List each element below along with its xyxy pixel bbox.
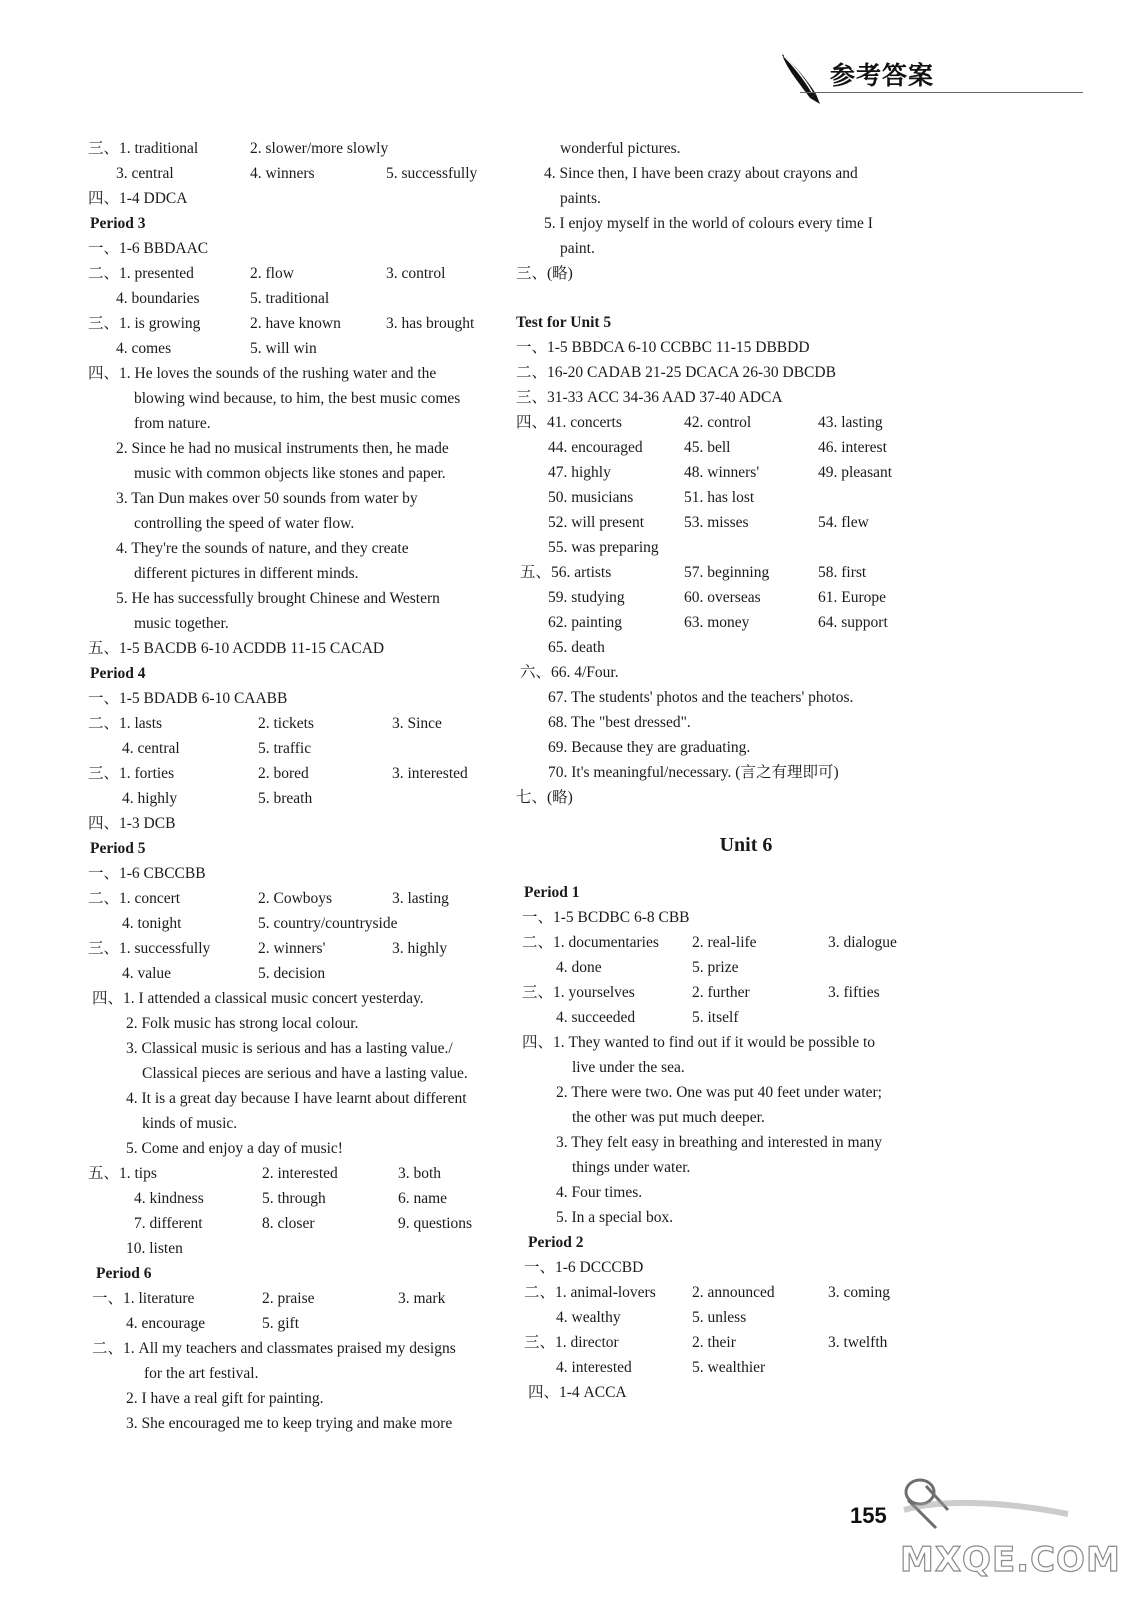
answer-line — [520, 660, 966, 685]
answer-text: 五、1. tips — [88, 1165, 157, 1182]
answer-text: Period 5 — [90, 840, 146, 857]
answer-line — [88, 1236, 528, 1261]
answer-line — [88, 136, 528, 161]
answer-text: 二、1. presented — [88, 265, 194, 282]
answer-line — [526, 1380, 966, 1405]
answer-text: 3. central — [116, 165, 174, 182]
answer-text: 63. money — [684, 614, 750, 631]
answer-line — [88, 1086, 528, 1111]
answer-line — [88, 161, 528, 186]
answer-line — [88, 561, 528, 586]
answer-text: 4. comes — [116, 340, 172, 357]
answer-line — [526, 161, 966, 186]
answer-line — [526, 760, 966, 785]
answer-line — [526, 510, 966, 535]
answer-text: 3. They felt easy in breathing and interested in many — [556, 1134, 882, 1151]
answer-text: 2. I have a real gift for painting. — [126, 1390, 324, 1407]
answer-text: Period 2 — [528, 1234, 584, 1251]
answer-line — [516, 261, 966, 286]
answer-line — [88, 711, 528, 736]
answer-text: 5. He has successfully brought Chinese and Western — [116, 590, 440, 607]
answer-line — [88, 586, 528, 611]
answer-text: 3. Tan Dun makes over 50 sounds from water by — [116, 490, 418, 507]
answer-line — [526, 460, 966, 485]
answer-line — [88, 286, 528, 311]
answer-text: 8. closer — [262, 1215, 315, 1232]
answer-text: 七、(略) — [516, 789, 573, 806]
answer-line — [516, 410, 966, 435]
answer-text: 一、1-5 BBDCA 6-10 CCBBC 11-15 DBBDD — [516, 339, 810, 356]
answer-text: 2. There were two. One was put 40 feet under water; — [556, 1084, 882, 1101]
answer-text: 5. itself — [692, 1009, 739, 1026]
answer-text: 5. unless — [692, 1309, 747, 1326]
answer-text: 一、1-6 BBDAAC — [88, 240, 209, 257]
answer-text: 5. traffic — [258, 740, 312, 757]
answer-text: music with common objects like stones and paper. — [134, 465, 446, 482]
answer-line — [516, 785, 966, 810]
answer-text: 69. Because they are graduating. — [548, 739, 751, 756]
period-heading — [88, 1261, 528, 1286]
answer-text: 2. Since he had no musical instruments then, he made — [116, 440, 449, 457]
answer-text: 59. studying — [548, 589, 625, 606]
answer-line — [522, 1030, 966, 1055]
answer-text: 5. prize — [692, 959, 739, 976]
page-number: 155 — [850, 1503, 887, 1528]
answer-text: 48. winners' — [684, 464, 760, 481]
answer-text: 4. central — [122, 740, 180, 757]
answer-text: 三、1. traditional — [88, 140, 199, 157]
answer-text: 三、1. director — [524, 1334, 619, 1351]
answer-text: 6. name — [398, 1190, 448, 1207]
answer-text: 一、1-6 CBCCBB — [88, 865, 206, 882]
answer-text: 5. In a special box. — [556, 1209, 674, 1226]
answer-text: Period 1 — [524, 884, 580, 901]
answer-text: 58. first — [818, 564, 867, 581]
answer-line — [526, 1255, 966, 1280]
answer-line — [88, 186, 528, 211]
answer-text: 4. kindness — [134, 1190, 204, 1207]
answer-text: Unit 6 — [719, 834, 773, 856]
answer-text: 三、1. forties — [88, 765, 175, 782]
answer-text: 一、1-6 DCCCBD — [524, 1259, 644, 1276]
answer-text: 45. bell — [684, 439, 731, 456]
answer-line — [516, 335, 966, 360]
answer-line — [88, 1161, 528, 1186]
answer-text: 二、1. concert — [88, 890, 181, 907]
answer-line — [88, 511, 528, 536]
period-heading — [526, 880, 966, 905]
answer-text: 42. control — [684, 414, 752, 431]
answer-text: Period 4 — [90, 665, 146, 682]
answer-line — [88, 936, 528, 961]
answer-text: 四、1. He loves the sounds of the rushing water and the — [88, 365, 437, 382]
answer-line — [88, 636, 528, 661]
answer-text: the other was put much deeper. — [572, 1109, 765, 1126]
answer-line — [526, 610, 966, 635]
answer-line — [88, 686, 528, 711]
answer-line — [88, 361, 528, 386]
answer-text: 一、1-5 BCDBC 6-8 CBB — [522, 909, 690, 926]
answer-line — [516, 385, 966, 410]
answer-line — [88, 611, 528, 636]
answer-text: 3. twelfth — [828, 1334, 888, 1351]
answer-text: 4. value — [122, 965, 172, 982]
answer-text: 67. The students' photos and the teachers' photos. — [548, 689, 854, 706]
answer-line — [526, 1305, 966, 1330]
answer-text: for the art festival. — [144, 1365, 259, 1382]
answer-line — [526, 236, 966, 261]
answer-line — [526, 1155, 966, 1180]
answer-text: 三、(略) — [516, 265, 573, 282]
answer-text: 二、1. All my teachers and classmates praised my designs — [92, 1340, 456, 1357]
answer-text: 一、1. literature — [92, 1290, 195, 1307]
answer-text: controlling the speed of water flow. — [134, 515, 355, 532]
answer-line — [88, 1336, 528, 1361]
answer-text: 二、1. animal-lovers — [524, 1284, 656, 1301]
answer-text: 2. interested — [262, 1165, 338, 1182]
answer-text: 5. will win — [250, 340, 317, 357]
answer-text: 二、1. documentaries — [522, 934, 659, 951]
answer-text: 60. overseas — [684, 589, 761, 606]
answer-text: 3. both — [398, 1165, 442, 1182]
answer-line — [526, 1180, 966, 1205]
answer-text: 7. different — [134, 1215, 203, 1232]
answer-line — [522, 905, 966, 930]
answer-text: 4. boundaries — [116, 290, 200, 307]
answer-line — [526, 1080, 966, 1105]
answer-line — [88, 1011, 528, 1036]
answer-text: 4. interested — [556, 1359, 632, 1376]
answer-line — [88, 986, 528, 1011]
answer-line — [88, 911, 528, 936]
left-column — [88, 136, 528, 1436]
answer-text: 二、16-20 CADAB 21-25 DCACA 26-30 DBCDB — [516, 364, 836, 381]
answer-line — [88, 461, 528, 486]
answer-text: 3. lasting — [392, 890, 449, 907]
answer-line — [526, 136, 966, 161]
answer-line — [88, 786, 528, 811]
answer-text: 65. death — [548, 639, 605, 656]
answer-text: 2. announced — [692, 1284, 775, 1301]
answer-text: 5. Come and enjoy a day of music! — [126, 1140, 343, 1157]
answer-text: 4. succeeded — [556, 1009, 636, 1026]
answer-text: 四、1. They wanted to find out if it would be possible to — [522, 1034, 876, 1051]
answer-text: Period 6 — [96, 1265, 152, 1282]
unit-heading — [526, 810, 966, 880]
answer-text: 2. slower/more slowly — [250, 140, 389, 157]
answer-text: 50. musicians — [548, 489, 634, 506]
answer-line — [88, 411, 528, 436]
answer-line — [88, 536, 528, 561]
answer-line — [88, 1186, 528, 1211]
answer-text: 3. interested — [392, 765, 468, 782]
answer-text: 4. wealthy — [556, 1309, 621, 1326]
answer-line — [88, 311, 528, 336]
answer-text: 五、1-5 BACDB 6-10 ACDDB 11-15 CACAD — [88, 640, 385, 657]
answer-text: from nature. — [134, 415, 211, 432]
answer-line — [88, 1136, 528, 1161]
answer-text: 3. dialogue — [828, 934, 897, 951]
answer-text: 三、1. is growing — [88, 315, 201, 332]
answer-line — [88, 261, 528, 286]
answer-text: 3. Since — [392, 715, 442, 732]
answer-text: 5. I enjoy myself in the world of colours every time I — [544, 215, 873, 232]
answer-text: 2. flow — [250, 265, 294, 282]
answer-text: 2. Cowboys — [258, 890, 333, 907]
answer-text: 2. Folk music has strong local colour. — [126, 1015, 359, 1032]
answer-text: 四、1-4 ACCA — [528, 1384, 627, 1401]
answer-text: 10. listen — [126, 1240, 183, 1257]
answer-line — [88, 1311, 528, 1336]
answer-text: 三、31-33 ACC 34-36 AAD 37-40 ADCA — [516, 389, 783, 406]
answer-line — [522, 930, 966, 955]
answer-line — [516, 360, 966, 385]
answer-text: 3. mark — [398, 1290, 446, 1307]
answer-text: 3. highly — [392, 940, 448, 957]
answer-text: 4. It is a great day because I have learnt about different — [126, 1090, 467, 1107]
answer-text: Test for Unit 5 — [516, 314, 612, 331]
watermark-text: MXQE.COM — [900, 1540, 1121, 1580]
answer-text: 4. Four times. — [556, 1184, 643, 1201]
answer-text: 70. It's meaningful/necessary. (言之有理即可) — [548, 764, 839, 781]
answer-line — [88, 1036, 528, 1061]
answer-line — [526, 1355, 966, 1380]
answer-text: 3. has brought — [386, 315, 475, 332]
answer-line — [88, 961, 528, 986]
answer-text: 4. highly — [122, 790, 178, 807]
answer-line — [526, 1005, 966, 1030]
answer-line — [88, 886, 528, 911]
answer-text: 2. winners' — [258, 940, 326, 957]
answer-text: 54. flew — [818, 514, 869, 531]
answer-text: 4. They're the sounds of nature, and they create — [116, 540, 409, 557]
answer-line — [526, 186, 966, 211]
answer-text: Period 3 — [90, 215, 146, 232]
answer-text: 3. fifties — [828, 984, 880, 1001]
answer-text: 5. country/countryside — [258, 915, 398, 932]
answer-text: 三、1. successfully — [88, 940, 211, 957]
answer-line — [526, 1330, 966, 1355]
header-title: 参考答案 — [830, 61, 935, 90]
answer-text: 47. highly — [548, 464, 611, 481]
answer-text: 51. has lost — [684, 489, 755, 506]
answer-line — [88, 486, 528, 511]
answer-text: 46. interest — [818, 439, 887, 456]
answer-text: 52. will present — [548, 514, 644, 531]
answer-line — [88, 736, 528, 761]
answer-line — [526, 435, 966, 460]
answer-text: 4. encourage — [126, 1315, 206, 1332]
answer-text: 3. Classical music is serious and has a lasting value./ — [126, 1040, 453, 1057]
answer-text: 2. have known — [250, 315, 341, 332]
answer-line — [88, 1361, 528, 1386]
answer-text: 3. control — [386, 265, 446, 282]
period-heading — [88, 211, 528, 236]
answer-text: 5. traditional — [250, 290, 330, 307]
answer-text: 57. beginning — [684, 564, 770, 581]
answer-text: 二、1. lasts — [88, 715, 163, 732]
answer-line — [88, 861, 528, 886]
answer-text: 4. winners — [250, 165, 315, 182]
answer-text: 四、41. concerts — [516, 414, 622, 431]
answer-text: 四、1. I attended a classical music concert yesterday. — [92, 990, 424, 1007]
answer-text: wonderful pictures. — [560, 140, 681, 157]
answer-text: things under water. — [572, 1159, 691, 1176]
answer-text: 四、1-4 DDCA — [88, 190, 188, 207]
answer-line — [526, 585, 966, 610]
answer-text: 三、1. yourselves — [522, 984, 635, 1001]
answer-line — [526, 1055, 966, 1080]
answer-line — [88, 236, 528, 261]
right-column — [516, 136, 966, 1405]
answer-text: 2. their — [692, 1334, 736, 1351]
answer-text: kinds of music. — [142, 1115, 238, 1132]
answer-text: 5. through — [262, 1190, 326, 1207]
answer-text: 3. She encouraged me to keep trying and make more — [126, 1415, 453, 1432]
answer-line — [88, 1211, 528, 1236]
answer-line — [522, 980, 966, 1005]
answer-text: 55. was preparing — [548, 539, 659, 556]
answer-text: 2. bored — [258, 765, 309, 782]
answer-text: 4. done — [556, 959, 602, 976]
answer-text: paint. — [560, 240, 595, 257]
answer-line — [526, 1205, 966, 1230]
answer-line — [526, 735, 966, 760]
answer-text: live under the sea. — [572, 1059, 685, 1076]
answer-text: Classical pieces are serious and have a lasting value. — [142, 1065, 468, 1082]
period-heading — [88, 836, 528, 861]
answer-line — [88, 761, 528, 786]
answer-text: paints. — [560, 190, 601, 207]
answer-text: 3. coming — [828, 1284, 890, 1301]
answer-text: 9. questions — [398, 1215, 473, 1232]
answer-line — [526, 955, 966, 980]
answer-text: 2. tickets — [258, 715, 314, 732]
answer-text: 5. gift — [262, 1315, 300, 1332]
answer-text: 4. Since then, I have been crazy about crayons and — [544, 165, 858, 182]
answer-text: different pictures in different minds. — [134, 565, 359, 582]
test-heading — [516, 310, 966, 335]
answer-line — [88, 1111, 528, 1136]
answer-text: 61. Europe — [818, 589, 887, 606]
answer-text: 4. tonight — [122, 915, 182, 932]
answer-line — [526, 211, 966, 236]
answer-text: 2. further — [692, 984, 750, 1001]
answer-line — [526, 635, 966, 660]
answer-line — [526, 710, 966, 735]
period-heading — [526, 1230, 966, 1255]
answer-line — [526, 685, 966, 710]
header-rule — [800, 92, 1083, 93]
answer-line — [526, 1130, 966, 1155]
answer-text: 2. real-life — [692, 934, 757, 951]
answer-line — [520, 560, 966, 585]
answer-line — [88, 436, 528, 461]
answer-text: 一、1-5 BDADB 6-10 CAABB — [88, 690, 288, 707]
answer-line — [88, 1061, 528, 1086]
answer-text: 64. support — [818, 614, 888, 631]
answer-text: 五、56. artists — [520, 564, 612, 581]
answer-line — [526, 485, 966, 510]
answer-text: 49. pleasant — [818, 464, 893, 481]
pen-icon — [776, 50, 832, 106]
answer-text: 5. successfully — [386, 165, 478, 182]
answer-line — [88, 336, 528, 361]
answer-line — [88, 1386, 528, 1411]
answer-text: 62. painting — [548, 614, 623, 631]
answer-line — [88, 1286, 528, 1311]
answer-text: blowing wind because, to him, the best music comes — [134, 390, 461, 407]
answer-text: 5. wealthier — [692, 1359, 766, 1376]
answer-text: 2. praise — [262, 1290, 315, 1307]
answer-text: 43. lasting — [818, 414, 883, 431]
answer-line — [88, 386, 528, 411]
answer-text: music together. — [134, 615, 229, 632]
answer-text: 68. The "best dressed". — [548, 714, 691, 731]
period-heading — [88, 661, 528, 686]
answer-text: 5. decision — [258, 965, 326, 982]
answer-text: 四、1-3 DCB — [88, 815, 176, 832]
answer-line — [88, 1411, 528, 1436]
blank-line — [526, 286, 966, 310]
answer-line — [88, 811, 528, 836]
answer-line — [526, 1105, 966, 1130]
answer-text: 53. misses — [684, 514, 749, 531]
answer-text: 44. encouraged — [548, 439, 643, 456]
answer-line — [526, 1280, 966, 1305]
answer-text: 六、66. 4/Four. — [520, 664, 619, 681]
answer-line — [526, 535, 966, 560]
answer-text: 5. breath — [258, 790, 313, 807]
